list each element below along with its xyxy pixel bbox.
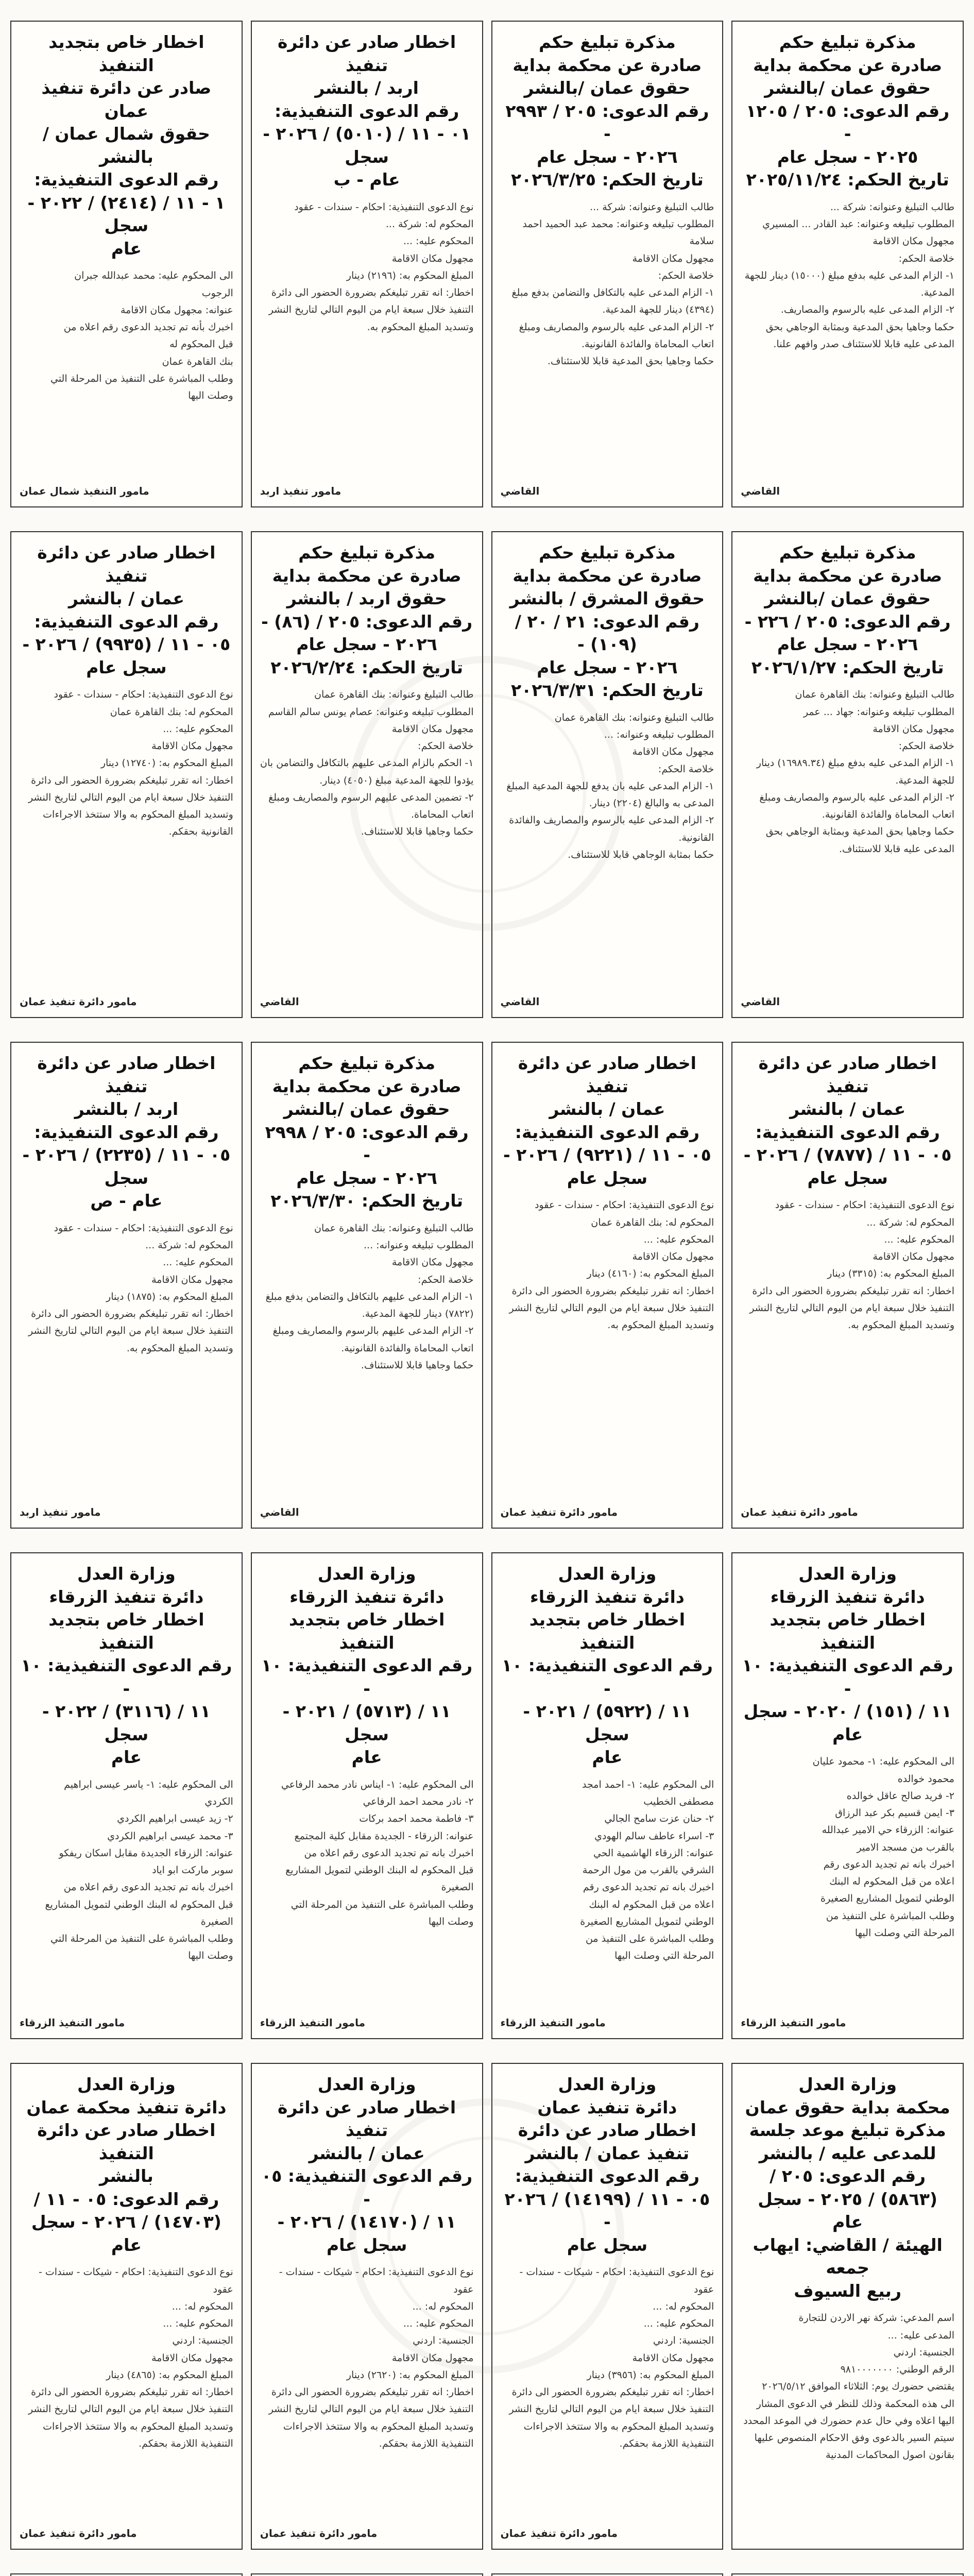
notice-body: نوع الدعوى التنفيذية: احكام - سندات - عقود المحكوم له: بنك القاهرة عمان المحكوم عليه: ... مجهول مكان الاقامة المبلغ المحكوم به: (٤١٦٠) دينار اخطار: انه تقرر تبليغكم بضرورة الحضور الى دائرة التنفيذ خلال سبعة ايام من اليوم التالي لتاريخ النشر وتسديد المبلغ المحكوم به. <box>509 1199 714 1331</box>
legal-notice <box>10 2573 243 2576</box>
notice-signature: القاضي <box>260 1506 299 1518</box>
notice-body: نوع الدعوى التنفيذية: احكام - شيكات - سندات - عقود المحكوم له: ... المحكوم عليه: ... الجنسية: اردني مجهول مكان الاقامة المبلغ المحكوم به: (٢٦٢٠) دينار اخطار: انه تقرر تبليغكم بضرورة الحضور الى دائرة التنفيذ خلال سبعة ايام من اليوم التالي لتاريخ النشر وتسديد المبلغ المحكوم به والا ستتخذ الاجراءات التنفيذية اللازمة بحقكم. <box>268 2266 474 2449</box>
notice-heading: مذكرة تبليغ حكم صادرة عن محكمة بداية حقوق عمان /بالنشر رقم الدعوى: ٢٠٥ / ١٢٠٥ - ٢٠٢٥ - سجل عام تاريخ الحكم: ٢٠٢٥/١١/٢٤ <box>746 32 950 190</box>
legal-notice <box>731 1552 964 2039</box>
notice-heading: وزارة العدل دائرة تنفيذ عمان اخطار صادر عن دائرة تنفيذ عمان / بالنشر رقم الدعوى التنفيذية: ٠٥ - ١١ / (١٤١٩٩) / ٢٠٢٦ - سجل عام <box>504 2074 710 2255</box>
legal-notice <box>10 1042 243 1529</box>
notice-heading: وزارة العدل دائرة تنفيذ الزرقاء اخطار خاص بتجديد التنفيذ رقم الدعوى التنفيذية: ١٠ - ١١ / (٥٧١٣) / ٢٠٢١ - سجل عام <box>261 1564 473 1768</box>
legal-notice <box>491 21 724 507</box>
notice-heading: اخطار صادر عن دائرة تنفيذ عمان / بالنشر رقم الدعوى التنفيذية: ٠٥ - ١١ / (٩٢٢١) / ٢٠٢٦ - سجل عام <box>503 1053 711 1188</box>
notice-heading: وزارة العدل محكمة بداية حقوق عمان مذكرة تبليغ موعد جلسة للمدعى عليه / بالنشر رقم الدعوى: ٢٠٥ / (٥٨٦٣) / ٢٠٢٥ - سجل عام الهيئة / القاضي: ايهاب جمعه ربيع السيوف <box>745 2074 950 2301</box>
legal-notice <box>731 2573 964 2576</box>
legal-notice <box>10 1552 243 2039</box>
notice-signature: القاضي <box>260 995 299 1008</box>
notice-signature: مامور دائرة تنفيذ عمان <box>500 2527 618 2539</box>
notice-signature: مامور دائرة تنفيذ عمان <box>260 2527 378 2539</box>
legal-notice <box>251 531 483 1018</box>
notice-body: طالب التبليغ وعنوانه: بنك القاهرة عمان المطلوب تبليغه وعنوانه: عصام يونس سالم القاسم مجهول مكان الاقامة خلاصة الحكم: ١- الحكم بالزام المدعى عليهم بالتكافل والتضامن بان يؤدوا للجهة المدعية مبلغ (٤٠٥٠) دينار. ٢- تضمين المدعى عليهم الرسوم والمصاريف ومبلغ اتعاب المحاماة. حكما وجاهيا قابلا للاستئناف. <box>260 689 474 838</box>
notice-signature: مامور دائرة تنفيذ عمان <box>741 1506 858 1518</box>
notice-signature: مامور التنفيذ الزرقاء <box>260 2016 365 2029</box>
notice-heading: وزارة العدل دائرة تنفيذ الزرقاء اخطار خاص بتجديد التنفيذ رقم الدعوى التنفيذية: ١٠ - ١١ / (٣١١٦) / ٢٠٢٢ - سجل عام <box>21 1564 232 1768</box>
notice-signature: مامور التنفيذ الزرقاء <box>741 2016 846 2029</box>
notice-body: طالب التبليغ وعنوانه: بنك القاهرة عمان المطلوب تبليغه وعنوانه: ... مجهول مكان الاقامة خلاصة الحكم: ١- الزام المدعى عليه بان يدفع للجهة المدعية المبلغ المدعى به والبالغ (٢٢٠٤) دينار. ٢- الزام المدعى عليه بالرسوم والمصاريف والفائدة القانونية. حكما بمثابة الوجاهي قابلا للاستئناف. <box>506 711 714 860</box>
legal-notice <box>731 531 964 1018</box>
notice-signature: مامور تنفيذ اربد <box>260 485 341 497</box>
notice-heading: مذكرة تبليغ حكم صادرة عن محكمة بداية حقوق عمان /بالنشر رقم الدعوى: ٢٠٥ / ٢٩٩٨ - ٢٠٢٦ - سجل عام تاريخ الحكم: ٢٠٢٦/٣/٣٠ <box>265 1053 469 1211</box>
legal-notice <box>491 2063 724 2550</box>
legal-notice <box>731 2063 964 2550</box>
notice-signature: مامور التنفيذ الزرقاء <box>500 2016 606 2029</box>
notice-body: نوع الدعوى التنفيذية: احكام - شيكات - سندات - عقود المحكوم له: ... المحكوم عليه: ... الجنسية: اردني مجهول مكان الاقامة المبلغ المحكوم به: (٤٨٦٥) دينار اخطار: انه تقرر تبليغكم بضرورة الحضور الى دائرة التنفيذ خلال سبعة ايام من اليوم التالي لتاريخ النشر وتسديد المبلغ المحكوم به والا ستتخذ الاجراءات التنفيذية اللازمة بحقكم. <box>28 2266 233 2449</box>
notice-heading: وزارة العدل دائرة تنفيذ محكمة عمان اخطار صادر عن دائرة التنفيذ بالنشر رقم الدعوى: ٠٥ - ١١ / (١٤٧٠٣) / ٢٠٢٦ - سجل عام <box>26 2074 227 2255</box>
notices-grid <box>10 21 964 2576</box>
legal-notice <box>251 1042 483 1529</box>
notice-heading: وزارة العدل دائرة تنفيذ الزرقاء اخطار خاص بتجديد التنفيذ رقم الدعوى التنفيذية: ١٠ - ١١ / (٥٩٢٢) / ٢٠٢١ - سجل عام <box>501 1564 713 1768</box>
notice-heading: مذكرة تبليغ حكم صادرة عن محكمة بداية حقوق اربد / بالنشر رقم الدعوى: ٢٠٥ / (٨٦) - ٢٠٢٦ - سجل عام تاريخ الحكم: ٢٠٢٦/٢/٢٤ <box>261 543 473 677</box>
notice-body: الى المحكوم عليه: ١- احمد امجد مصطفى الخطيب ٢- حنان عزت سامح الجالي ٣- اسراء عاطف سالم الهودي عنوانه: الزرقاء الهاشمية الحي الشرقي بالقرب من مول الرحمة اخبرك بانه تم تجديد الدعوى رقم اعلاه من قبل المحكوم له البنك الوطني لتمويل المشاريع الصغيرة وطلب المباشرة على التنفيذ من المرحلة التي وصلت اليها <box>580 1778 714 1962</box>
notice-signature: مامور التنفيذ شمال عمان <box>20 485 149 497</box>
notice-body: طالب التبليغ وعنوانه: بنك القاهرة عمان المطلوب تبليغه وعنوانه: جهاد ... عمر مجهول مكان الاقامة خلاصة الحكم: ١- الزام المدعى عليه بدفع مبلغ (١٦٩٨٩.٣٤) دينار للجهة المدعية. ٢- الزام المدعى عليه بالرسوم والمصاريف ومبلغ اتعاب المحاماة والفائدة القانونية. حكما وجاهيا بحق المدعية وبمثابة الوجاهي بحق المدعى عليه قابلا للاستئناف. <box>756 689 954 855</box>
legal-notice <box>251 2573 483 2576</box>
notice-body: طالب التبليغ وعنوانه: بنك القاهرة عمان المطلوب تبليغه وعنوانه: ... مجهول مكان الاقامة خلاصة الحكم: ١- الزام المدعى عليهم بالتكافل والتضامن بدفع مبلغ (٧٨٢٢) دينار للجهة المدعية. ٢- الزام المدعى عليهم بالرسوم والمصاريف ومبلغ اتعاب المحاماة والفائدة القانونية. حكما وجاهيا قابلا للاستئناف. <box>265 1222 474 1371</box>
notice-signature: مامور دائرة تنفيذ عمان <box>500 1506 618 1518</box>
notice-body: نوع الدعوى التنفيذية: احكام - شيكات - سندات - عقود المحكوم له: ... المحكوم عليه: ... الجنسية: اردني مجهول مكان الاقامة المبلغ المحكوم به: (٣٩٥٦) دينار اخطار: انه تقرر تبليغكم بضرورة الحضور الى دائرة التنفيذ خلال سبعة ايام من اليوم التالي لتاريخ النشر وتسديد المبلغ المحكوم به والا ستتخذ الاجراءات التنفيذية اللازمة بحقكم. <box>509 2266 714 2449</box>
notice-heading: وزارة العدل اخطار صادر عن دائرة تنفيذ عمان / بالنشر رقم الدعوى التنفيذية: ٠٥ - ١١ / (١٤١٧٠) / ٢٠٢٦ - سجل عام <box>261 2074 473 2255</box>
notice-heading: اخطار صادر عن دائرة تنفيذ عمان / بالنشر رقم الدعوى التنفيذية: ٠٥ - ١١ / (٧٨٧٧) / ٢٠٢٦ - سجل عام <box>743 1053 952 1188</box>
notice-body: نوع الدعوى التنفيذية: احكام - سندات - عقود المحكوم له: شركة ... المحكوم عليه: ... مجهول مكان الاقامة المبلغ المحكوم به: (٣٣١٥) دينار اخطار: انه تقرر تبليغكم بضرورة الحضور الى دائرة التنفيذ خلال سبعة ايام من اليوم التالي لتاريخ النشر وتسديد المبلغ المحكوم به. <box>749 1199 954 1331</box>
legal-notice <box>731 1042 964 1529</box>
legal-notice <box>491 2573 724 2576</box>
notice-signature: مامور تنفيذ اربد <box>20 1506 101 1518</box>
notice-signature: القاضي <box>500 485 540 497</box>
legal-notice <box>491 531 724 1018</box>
newspaper-page <box>10 21 964 2576</box>
legal-notice <box>251 2063 483 2550</box>
notice-body: نوع الدعوى التنفيذية: احكام - سندات - عقود المحكوم له: شركة ... المحكوم عليه: ... مجهول مكان الاقامة المبلغ المحكوم به: (٢١٩٦) دينار اخطار: انه تقرر تبليغكم بضرورة الحضور الى دائرة التنفيذ خلال سبعة ايام من اليوم التالي لتاريخ النشر وتسديد المبلغ المحكوم به. <box>268 201 474 333</box>
notice-heading: مذكرة تبليغ حكم صادرة عن محكمة بداية حقوق عمان /بالنشر رقم الدعوى: ٢٠٥ / ٢٩٩٣ - ٢٠٢٦ - سجل عام تاريخ الحكم: ٢٠٢٦/٣/٢٥ <box>505 32 709 190</box>
notice-heading: مذكرة تبليغ حكم صادرة عن محكمة بداية حقوق المشرق / بالنشر رقم الدعوى: ٢١ / ٢٠ / (١٠٩) - ٢٠٢٦ - سجل عام تاريخ الحكم: ٢٠٢٦/٣/٣١ <box>509 543 705 701</box>
notice-signature: القاضي <box>500 995 540 1008</box>
notice-body: نوع الدعوى التنفيذية: احكام - سندات - عقود المحكوم له: بنك القاهرة عمان المحكوم عليه: ... مجهول مكان الاقامة المبلغ المحكوم به: (١٢٧٤٠) دينار اخطار: انه تقرر تبليغكم بضرورة الحضور الى دائرة التنفيذ خلال سبعة ايام من اليوم التالي لتاريخ النشر وتسديد المبلغ المحكوم به والا ستتخذ الاجراءات القانونية بحقكم. <box>28 689 233 838</box>
notice-signature: مامور التنفيذ الزرقاء <box>20 2016 125 2029</box>
notice-signature: القاضي <box>741 485 780 497</box>
notice-heading: اخطار خاص بتجديد التنفيذ صادر عن دائرة تنفيذ عمان حقوق شمال عمان / بالنشر رقم الدعوى التنفيذية: ١ - ١١ / (٢٤١٤) / ٢٠٢٢ - سجل عام <box>27 32 226 259</box>
notice-body: الى المحكوم عليه: ١- ياسر عيسى ابراهيم الكردي ٢- زيد عيسى ابراهيم الكردي ٣- محمد عيسى ابراهيم الكردي عنوانه: الزرقاء الجديدة مقابل اسكان ريفكو سوبر ماركت ابو اياد اخبرك بانه تم تجديد الدعوى رقم اعلاه من قبل المحكوم له البنك الوطني لتمويل المشاريع الصغيرة وطلب المباشرة على التنفيذ من المرحلة التي وصلت اليها <box>45 1778 233 1962</box>
notice-signature: القاضي <box>741 995 780 1008</box>
notice-heading: اخطار صادر عن دائرة تنفيذ اربد / بالنشر رقم الدعوى التنفيذية: ٠٥ - ١١ / (٢٢٣٥) / ٢٠٢٦ - سجل عام - ص <box>22 1053 231 1211</box>
notice-body: نوع الدعوى التنفيذية: احكام - سندات - عقود المحكوم له: شركة ... المحكوم عليه: ... مجهول مكان الاقامة المبلغ المحكوم به: (١٨٧٥) دينار اخطار: انه تقرر تبليغكم بضرورة الحضور الى دائرة التنفيذ خلال سبعة ايام من اليوم التالي لتاريخ النشر وتسديد المبلغ المحكوم به. <box>28 1222 233 1354</box>
legal-notice <box>731 21 964 507</box>
notice-heading: اخطار صادر عن دائرة تنفيذ عمان / بالنشر رقم الدعوى التنفيذية: ٠٥ - ١١ / (٩٩٣٥) / ٢٠٢٦ - سجل عام <box>22 543 231 677</box>
legal-notice <box>491 1042 724 1529</box>
notice-heading: اخطار صادر عن دائرة تنفيذ اربد / بالنشر رقم الدعوى التنفيذية: ٠١ - ١١ / (٥٠١٠) / ٢٠٢٦ - سجل عام - ب <box>263 32 471 190</box>
notice-heading: مذكرة تبليغ حكم صادرة عن محكمة بداية حقوق عمان /بالنشر رقم الدعوى: ٢٠٥ / ٢٢٦ - ٢٠٢٦ - سجل عام تاريخ الحكم: ٢٠٢٦/١/٢٧ <box>744 543 951 677</box>
notice-signature: مامور دائرة تنفيذ عمان <box>20 2527 137 2539</box>
legal-notice <box>10 531 243 1018</box>
notice-body: الى المحكوم عليه: ١- محمود عليان محمود خوالده ٢- فريد صالح عاقل خوالده ٣- ايمن قسيم بكر عبد الرزاق عنوانه: الزرقاء حي الامير عبدالله بالقرب من مسجد الامير اخبرك بانه تم تجديد الدعوى رقم اعلاه من قبل المحكوم له البنك الوطني لتمويل المشاريع الصغيرة وطلب المباشرة على التنفيذ من المرحلة التي وصلت اليها <box>812 1756 954 1939</box>
legal-notice <box>491 1552 724 2039</box>
legal-notice <box>10 2063 243 2550</box>
notice-body: الى المحكوم عليه: ١- ايناس نادر محمد الرفاعي ٢- نادر محمد احمد الرفاعي ٣- فاطمة محمد احمد بركات عنوانه: الزرقاء - الجديدة مقابل كلية المجتمع اخبرك بانه تم تجديد الدعوى رقم اعلاه من قبل المحكوم له البنك الوطني لتمويل المشاريع الصغيرة وطلب المباشرة على التنفيذ من المرحلة التي وصلت اليها <box>281 1778 474 1927</box>
notice-body: اسم المدعي: شركة نهر الاردن للتجارة المدعى عليه: ... الجنسية: اردني الرقم الوطني: ٩٨١٠٠٠٠٠٠٠ يقتضي حضورك يوم: الثلاثاء الموافق ٢٠٢٦/٥/١٢ الى هذه المحكمة وذلك للنظر في الدعوى المشار اليها اعلاه وفي حال عدم حضورك في الموعد المحدد سيتم السير بالدعوى وفق الاحكام المنصوص عليها بقانون اصول المحاكمات المدنية <box>743 2312 954 2461</box>
notice-body: الى المحكوم عليه: محمد عبدالله جبران الرجوب عنوانه: مجهول مكان الاقامة اخبرك بأنه تم تجديد الدعوى رقم اعلاه من قبل المحكوم له بنك القاهرة عمان وطلب المباشرة على التنفيذ من المرحلة التي وصلت اليها <box>50 270 233 402</box>
notice-body: طالب التبليغ وعنوانه: شركة ... المطلوب تبليغه وعنوانه: محمد عبد الحميد احمد سلامة مجهول مكان الاقامة خلاصة الحكم: ١- الزام المدعى عليه بالتكافل والتضامن بدفع مبلغ (٤٣٩٤) دينار للجهة المدعية. ٢- الزام المدعى عليه بالرسوم والمصاريف ومبلغ اتعاب المحاماة والفائدة القانونية. حكما وجاهيا بحق المدعية قابلا للاستئناف. <box>511 201 714 367</box>
notice-body: طالب التبليغ وعنوانه: شركة ... المطلوب تبليغه وعنوانه: عبد القادر ... المسيري مجهول مكان الاقامة خلاصة الحكم: ١- الزام المدعى عليه بدفع مبلغ (١٥٠٠٠) دينار للجهة المدعية. ٢- الزام المدعى عليه بالرسوم والمصاريف. حكما وجاهيا بحق المدعية وبمثابة الوجاهي بحق المدعى عليه قابلا للاستئناف صدر وافهم علنا. <box>744 201 954 350</box>
legal-notice <box>251 21 483 507</box>
legal-notice <box>251 1552 483 2039</box>
legal-notice <box>10 21 243 507</box>
notice-signature: مامور دائرة تنفيذ عمان <box>20 995 137 1008</box>
notice-heading: وزارة العدل دائرة تنفيذ الزرقاء اخطار خاص بتجديد التنفيذ رقم الدعوى التنفيذية: ١٠ - ١١ / (١٥١) / ٢٠٢٠ - سجل عام <box>742 1564 953 1744</box>
